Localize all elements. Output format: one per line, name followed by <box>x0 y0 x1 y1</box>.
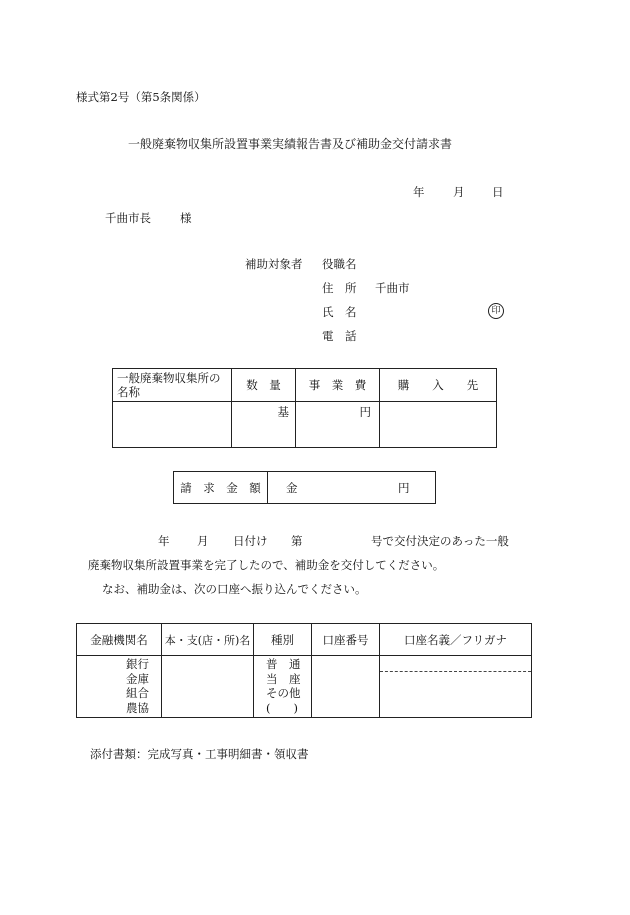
quantity-cell[interactable] <box>232 402 296 448</box>
document-title: 一般廃棄物収集所設置事業実績報告書及び補助金交付請求書 <box>128 137 453 151</box>
bank-data-row <box>77 656 532 718</box>
facility-name-header: 一般廃棄物収集所の名称 <box>113 369 232 402</box>
body-date: 日付け <box>233 534 268 548</box>
claim-label: 請 求 金 額 <box>174 472 268 504</box>
account-holder-cell[interactable] <box>380 656 532 718</box>
account-type-other: その他 <box>266 686 301 700</box>
body-year: 年 <box>158 534 170 548</box>
claim-unit: 円 <box>398 481 410 495</box>
cost-unit: 円 <box>359 405 371 419</box>
claim-table <box>173 471 436 504</box>
furigana-divider <box>380 671 531 672</box>
account-number-header: 口座番号 <box>312 624 380 656</box>
address-value: 千曲市 <box>375 281 410 295</box>
institution-header: 金融機関名 <box>77 624 162 656</box>
position-label: 役職名 <box>322 257 357 271</box>
facility-name-cell[interactable] <box>113 402 232 448</box>
institution-cell[interactable] <box>77 656 162 718</box>
supplier-cell[interactable] <box>380 402 497 448</box>
account-type-cell[interactable] <box>254 656 312 718</box>
seal-icon <box>488 302 504 319</box>
account-holder-header: 口座名義／フリガナ <box>380 624 532 656</box>
account-type-ordinary: 普 通 <box>266 657 301 671</box>
account-number-cell[interactable] <box>312 656 380 718</box>
institution-type-union: 組合 <box>126 686 149 700</box>
address-label: 住 所 <box>322 281 357 295</box>
date-month-label: 月 <box>453 185 465 199</box>
phone-label: 電 話 <box>322 329 357 343</box>
institution-type-ja: 農協 <box>126 700 149 715</box>
facility-table <box>112 368 497 448</box>
applicant-heading: 補助対象者 <box>245 257 303 271</box>
account-type-other-blank: ( ) <box>266 700 298 715</box>
addressee-name: 千曲市長 <box>105 211 151 225</box>
quantity-unit: 基 <box>277 405 289 419</box>
name-label: 氏 名 <box>322 305 357 319</box>
date-year-label: 年 <box>413 185 425 199</box>
claim-prefix: 金 <box>286 481 298 495</box>
supplier-header: 購 入 先 <box>380 369 497 402</box>
facility-header-row <box>113 369 497 402</box>
bank-header-row <box>77 624 532 656</box>
institution-type-bank: 銀行 <box>126 657 149 671</box>
cost-cell[interactable] <box>296 402 380 448</box>
facility-data-row <box>113 402 497 448</box>
attachments-note: 添付書類：完成写真・工事明細書・領収書 <box>90 747 309 761</box>
body-line1-rest: 号で交付決定のあった一般 <box>371 534 509 548</box>
quantity-header: 数 量 <box>232 369 296 402</box>
claim-amount-cell[interactable] <box>268 472 436 504</box>
body-line3: なお、補助金は、次の口座へ振り込んでください。 <box>102 582 367 596</box>
account-type-header: 種別 <box>254 624 312 656</box>
account-type-checking: 当 座 <box>266 671 301 686</box>
branch-cell[interactable] <box>162 656 254 718</box>
seal-mark: 印 <box>488 303 504 319</box>
addressee-honorific: 様 <box>180 211 192 225</box>
date-day-label: 日 <box>492 185 504 199</box>
branch-header: 本・支(店・所)名 <box>162 624 254 656</box>
body-month: 月 <box>197 534 209 548</box>
institution-type-shinkin: 金庫 <box>126 671 149 686</box>
bank-table <box>76 623 532 718</box>
body-line2: 廃棄物収集所設置事業を完了したので、補助金を交付してください。 <box>88 558 445 572</box>
cost-header: 事 業 費 <box>296 369 380 402</box>
form-number: 様式第2号（第5条関係） <box>76 90 206 104</box>
body-ordinal: 第 <box>291 534 303 548</box>
